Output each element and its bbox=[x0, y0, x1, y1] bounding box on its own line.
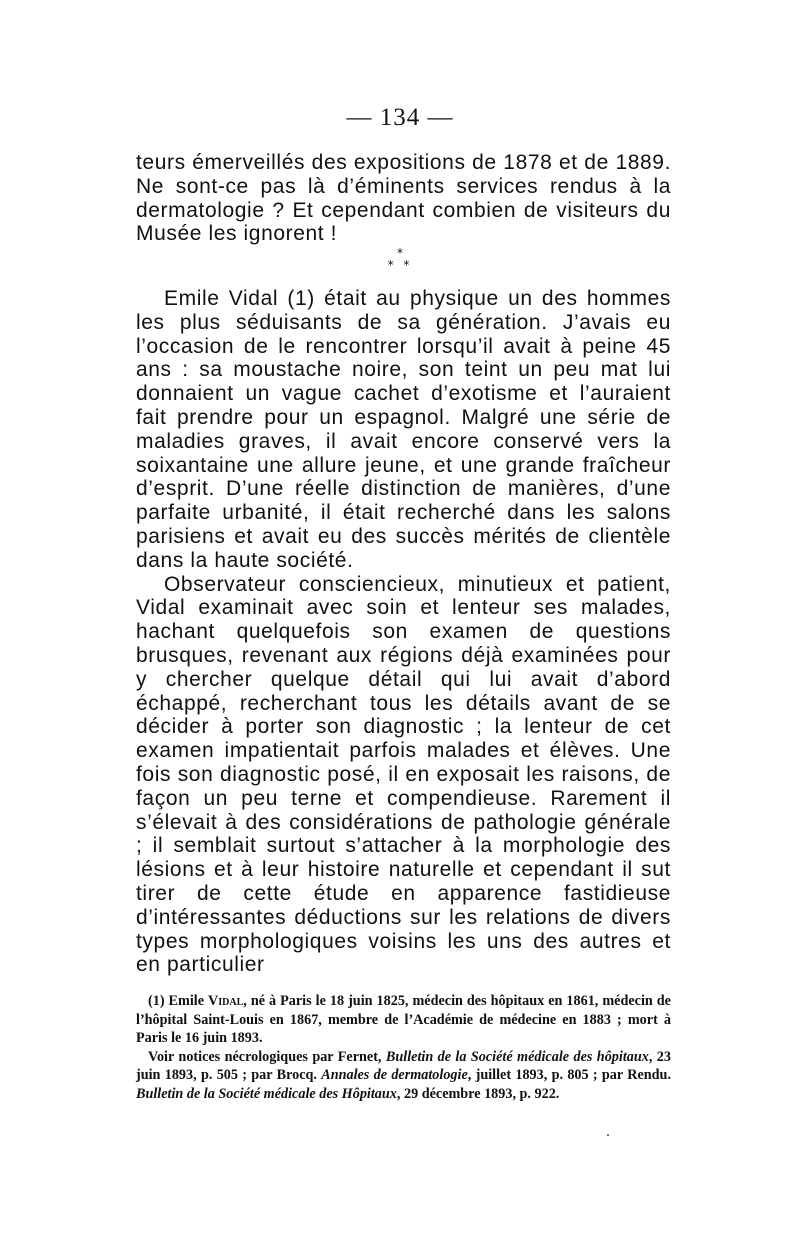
paragraph-text: teurs émerveillés des expositions de 1878 et de 1889. Ne sont-ce pas là d’éminents services rendus à la dermatologie ? Et cependant combien de visiteurs du Musée les ignorent ! bbox=[136, 151, 671, 246]
paragraph-vidal-method: Observateur consciencieux, minutieux et patient, Vidal examinait avec soin et lenteur ses malades, hachant quelquefois son examen de questions brusques, revenant aux régions déjà examinées pour y chercher quelque détail qui lui avait d’abord échappé, recherchant tous les détails avant de se décider à porter son diagnostic ; la lenteur de cet examen impatientait parfois malades et élèves. Une fois son diagnostic posé, il en exposait les raisons, de façon un peu terne et compendieuse. Rarement il s’élevait à des considérations de pathologie générale ; il semblait surtout s’attacher à la morphologie des lésions et à leur histoire naturelle et cependant il sut tirer de cette étude en apparence fastidieuse d’intéressantes déductions sur les relations de divers types morphologiques voisins les uns des autres et en particulier bbox=[136, 572, 671, 977]
print-speck bbox=[607, 1134, 609, 1136]
journal-title: Annales de dermatologie bbox=[321, 1067, 468, 1083]
footnote-surname: Vidal bbox=[208, 993, 244, 1009]
page-number: — 134 — bbox=[346, 104, 454, 131]
journal-title: Bulletin de la Société médicale des Hôpitaux bbox=[136, 1085, 397, 1102]
footnote-2: Voir notices nécrologiques par Fernet, Bulletin de la Société médicale des hôpitaux, 23 juin 1893, p. 505 ; par Brocq. Annales de dermatologie, juillet 1893, p. 805 ; par Rendu. Bulletin de la Société médicale des Hôpitaux, 29 décembre 1893, p. 922. bbox=[136, 1048, 671, 1102]
asterism-bottom-stars: * * bbox=[387, 258, 413, 272]
journal-title: Bulletin de la Société médicale des hôpitaux bbox=[385, 1048, 649, 1065]
footnotes bbox=[136, 992, 671, 1103]
paragraph-vidal-portrait: Emile Vidal (1) était au physique un des hommes les plus séduisants de sa génération. J’avais eu l’occasion de le rencontrer lorsqu’il avait à peine 45 ans : sa moustache noire, son teint un peu mat lui donnaient un vague cachet d’exotisme et l’auraient fait prendre pour un espagnol. Malgré une série de maladies graves, il avait encore conservé vers la soixantaine une allure jeune, et une grande fraîcheur d’esprit. D’une réelle distinction de manières, d’une parfaite urbanité, il était recherché dans les salons parisiens et avait eu des succès mérités de clientèle dans la haute société. bbox=[136, 287, 671, 572]
paragraph-continuation bbox=[136, 151, 671, 246]
asterism-top-star: * bbox=[397, 246, 403, 260]
asterism-separator bbox=[0, 247, 800, 271]
footnote-1: (1) Emile Vidal, né à Paris le 18 juin 1825, médecin des hôpitaux en 1861, médecin de l’hôpital Saint-Louis en 1867, membre de l’Académie de médecine en 1883 ; mort à Paris le 16 juin 1893. bbox=[136, 993, 671, 1046]
main-text bbox=[136, 287, 671, 977]
